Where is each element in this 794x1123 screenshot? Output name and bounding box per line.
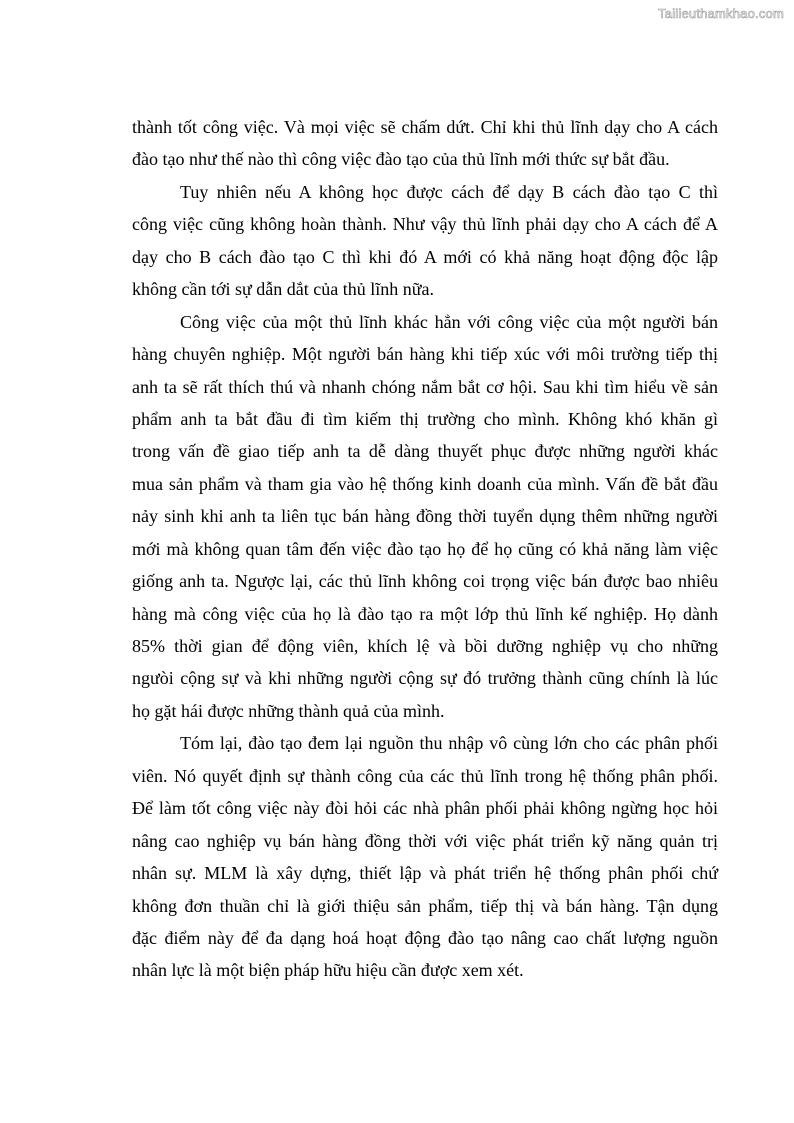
text-line: Tóm lại, đào tạo đem lại nguồn thu nhập vô cùng lớn cho các phân phối [180,733,718,754]
text-line: giống anh ta. Ngược lại, các thủ lĩnh không coi trọng việc bán được bao nhiêu [132,571,718,592]
text-line: trong vấn đề giao tiếp anh ta dễ dàng thuyết phục được những người khác [132,441,718,462]
text-line: anh ta sẽ rất thích thú và nhanh chóng nắm bắt cơ hội. Sau khi tìm hiểu về sản [132,376,718,397]
watermark-text: Tailieuthamkhao.com [658,6,784,21]
text-line: không đơn thuần chỉ là giới thiệu sản phẩm, tiếp thị và bán hàng. Tận dụng [132,895,718,916]
paragraph-3 [132,306,718,728]
text-line: mới mà không quan tâm đến việc đào tạo họ để họ cũng có khả năng làm việc [132,538,718,559]
text-line: viên. Nó quyết định sự thành công của các thủ lĩnh trong hệ thống phân phối. [132,765,718,786]
text-line: đào tạo như thế nào thì công việc đào tạo của thủ lĩnh mới thức sự bắt đầu. [132,149,670,170]
paragraph-1 [132,111,718,176]
paragraph-2 [132,176,718,306]
text-line: dạy cho B cách đào tạo C thì khi đó A mới có khả năng hoạt động độc lập [132,246,718,267]
paragraph-4 [132,727,718,987]
text-line: Tuy nhiên nếu A không học được cách để dạy B cách đào tạo C thì [180,181,718,202]
text-line: nảy sinh khi anh ta liên tục bán hàng đồng thời tuyển dụng thêm những người [132,506,718,527]
text-line: không cần tới sự dẫn dắt của thủ lĩnh nữa. [132,279,434,300]
text-line: nhân lực là một biện pháp hữu hiệu cần được xem xét. [132,960,524,981]
text-line: hàng chuyên nghiệp. Một người bán hàng khi tiếp xúc với môi trường tiếp thị [132,344,718,365]
text-line: nâng cao nghiệp vụ bán hàng đồng thời với việc phát triển kỹ năng quản trị [132,830,718,851]
text-line: công việc cũng không hoàn thành. Như vậy thủ lĩnh phải dạy cho A cách để A [132,214,718,235]
text-line: Công việc của một thủ lĩnh khác hẳn với công việc của một người bán [180,311,718,332]
text-line: họ gặt hái được những thành quả của mình. [132,700,445,721]
text-line: thành tốt công việc. Và mọi việc sẽ chấm dứt. Chỉ khi thủ lĩnh dạy cho A cách [132,117,718,137]
text-line: ngưòi cộng sự và khi những người cộng sự đó trưởng thành cũng chính là lúc [132,668,718,689]
document-body [132,111,718,987]
text-line: hàng mà công việc của họ là đào tạo ra một lớp thủ lĩnh kế nghiệp. Họ dành [132,603,718,624]
text-line: mua sản phẩm và tham gia vào hệ thống kinh doanh của mình. Vấn đề bắt đầu [132,473,718,494]
text-line: phẩm anh ta bắt đầu đi tìm kiếm thị trường cho mình. Không khó khăn gì [132,408,718,429]
text-line: 85% thời gian để động viên, khích lệ và bồi dưỡng nghiệp vụ cho những [132,636,718,656]
text-line: đặc điểm này để đa dạng hoá hoạt động đào tạo nâng cao chất lượng nguồn [132,927,718,948]
text-line: nhân sự. MLM là xây dựng, thiết lập và phát triển hệ thống phân phối chứ [132,863,718,884]
text-line: Để làm tốt công việc này đòi hỏi các nhà phân phối phải không ngừng học hỏi [132,798,718,819]
